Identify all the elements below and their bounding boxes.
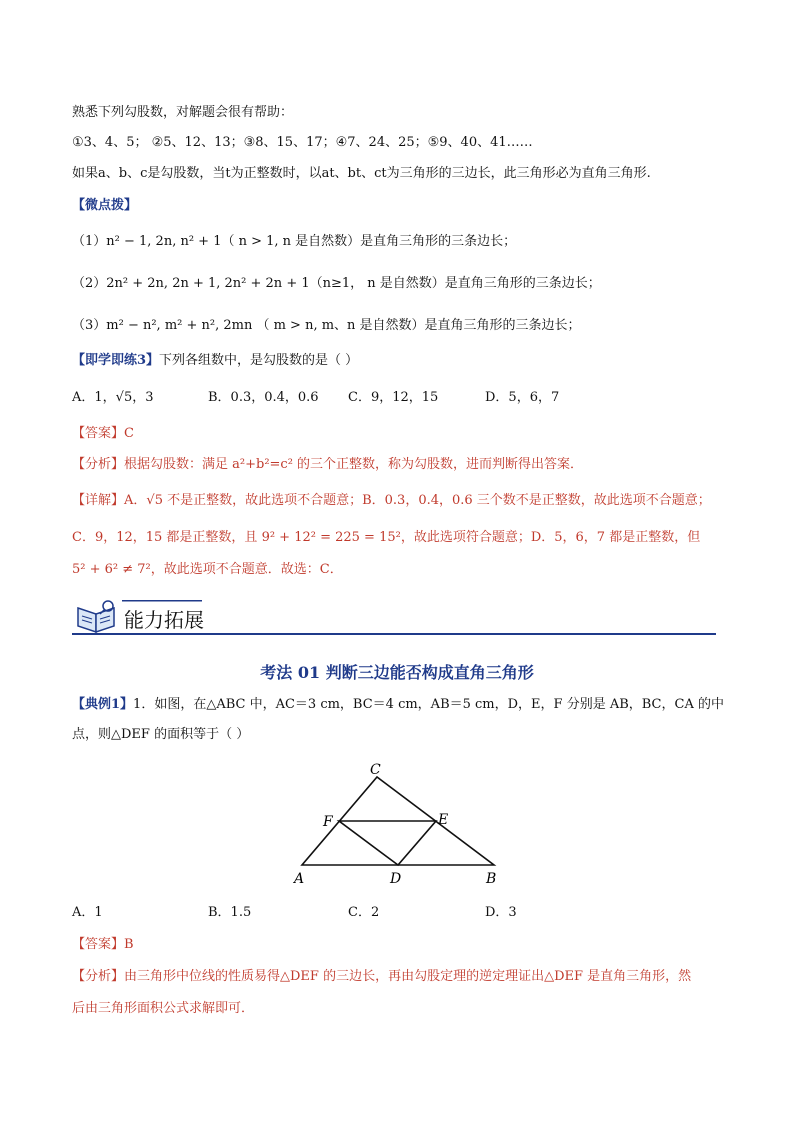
label-b: B [486, 871, 497, 887]
practice-detail-tag: 【详解】 [72, 493, 125, 508]
example-tag: 【典例1】 [72, 697, 134, 712]
section-divider [72, 633, 716, 635]
example-answer-tag: 【答案】 [72, 937, 125, 952]
practice-question [72, 352, 358, 370]
example-option-c: C．2 [348, 905, 380, 920]
example-answer [72, 936, 134, 954]
practice-tag: 【即学即练3】 [72, 353, 160, 368]
example-answer-value: B [124, 937, 134, 952]
tip-item-2: （2）2n² + 2n, 2n + 1, 2n² + 2n + 1（n≥1， n 是自然数）是直角三角形的三条边长； [72, 276, 601, 291]
label-c: C [370, 762, 381, 778]
tip-tag: 【微点拨】 [72, 198, 138, 213]
practice-answer-value: C [124, 426, 134, 441]
practice-analysis [72, 456, 583, 474]
example-analysis-tag: 【分析】 [72, 969, 125, 984]
intro-line-2: ①3、4、5； ②5、12、13；③8、15、17；④7、24、25；⑤9、40、41…… [72, 135, 533, 150]
practice-option-d: D．5，6，7 [485, 390, 560, 405]
tip-item-1: （1）n² − 1, 2n, n² + 1（ n > 1, n 是自然数）是直角三角形的三条边长； [72, 234, 517, 249]
intro-line-1: 熟悉下列勾股数，对解题会很有帮助： [72, 105, 294, 120]
example-option-a: A．1 [72, 905, 103, 920]
tip-item-3: （3）m² − n², m² + n², 2mn （ m > n, m、n 是自然数）是直角三角形的三条边长； [72, 318, 581, 333]
practice-detail-text-1: A．√5 不是正整数，故此选项不合题意；B．0.3，0.4，0.6 三个数不是正整数，故此选项不合题意； [124, 493, 711, 508]
intro-line-3: 如果a、b、c是勾股数，当t为正整数时，以at、bt、ct为三角形的三边长，此三角形必为直角三角形. [72, 166, 651, 181]
label-e: E [438, 812, 449, 828]
practice-answer [72, 425, 134, 443]
triangle-def [339, 821, 436, 865]
example-analysis-text-1: 由三角形中位线的性质易得△DEF 的三边长，再由勾股定理的逆定理证出△DEF 是直角三角形，然 [124, 969, 692, 984]
example-line-2: 点，则△DEF 的面积等于（ ） [72, 727, 250, 742]
label-d: D [390, 871, 402, 887]
practice-analysis-text: 根据勾股数：满足 a²+b²=c² 的三个正整数，称为勾股数，进而判断得出答案． [124, 457, 584, 472]
practice-question-text: 下列各组数中，是勾股数的是（ ） [159, 353, 359, 368]
example-line-1 [72, 696, 724, 714]
example-analysis-2: 后由三角形面积公式求解即可． [72, 1001, 255, 1016]
book-icon [78, 601, 114, 632]
practice-option-a: A．1，√5，3 [72, 390, 154, 405]
example-text-1: 1．如图，在△ABC 中，AC＝3 cm，BC＝4 cm，AB＝5 cm，D，E，F 分别是 AB，BC，CA 的中 [133, 697, 724, 712]
practice-detail-2: C．9，12，15 都是正整数，且 9² + 12² = 225 = 15²，故此选项符合题意；D．5，6，7 都是正整数，但 [72, 530, 701, 545]
practice-analysis-tag: 【分析】 [72, 457, 125, 472]
triangle-figure [280, 760, 510, 890]
example-analysis-1 [72, 968, 691, 986]
example-option-b: B．1.5 [208, 905, 252, 920]
label-a: A [294, 871, 305, 887]
label-f: F [323, 814, 333, 830]
example-option-d: D．3 [485, 905, 517, 920]
practice-answer-tag: 【答案】 [72, 426, 125, 441]
section-title: 能力拓展 [124, 608, 204, 632]
practice-detail-1 [72, 492, 711, 510]
practice-detail-3: 5² + 6² ≠ 7²，故此选项不合题意．故选：C． [72, 562, 343, 577]
practice-option-b: B．0.3，0.4，0.6 [208, 390, 319, 405]
practice-option-c: C．9，12，15 [348, 390, 439, 405]
topic-heading: 考法 01 判断三边能否构成直角三角形 [260, 663, 534, 682]
